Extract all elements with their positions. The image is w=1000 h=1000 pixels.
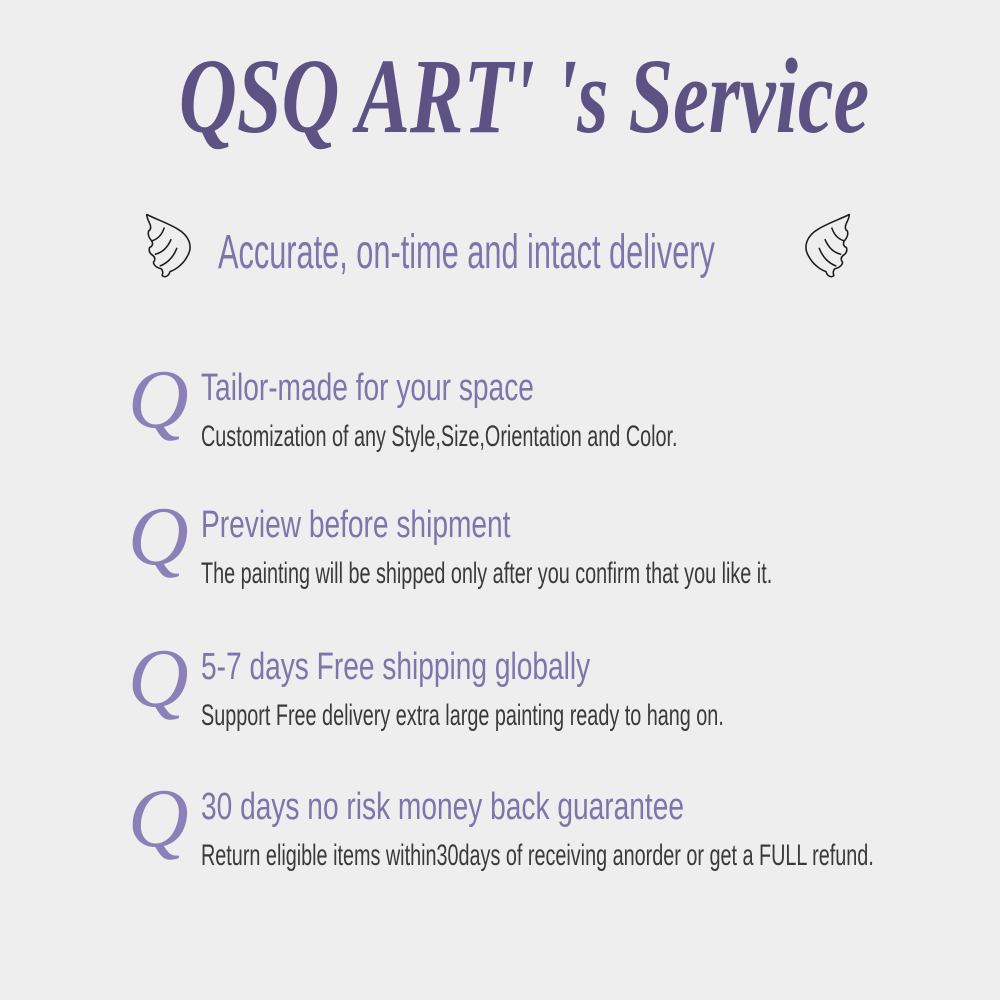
- wing-left-icon: [137, 211, 199, 280]
- service-item-free-shipping: [0, 632, 1000, 732]
- service-item-money-back: [0, 772, 1000, 872]
- service-heading: Tailor-made for your space: [201, 367, 534, 409]
- service-heading: 5-7 days Free shipping globally: [201, 646, 591, 688]
- service-item-tailor-made: [0, 353, 1000, 453]
- q-marker: Q: [128, 632, 189, 725]
- q-marker: Q: [128, 490, 189, 583]
- service-description: The painting will be shipped only after you confirm that you like it.: [201, 557, 773, 590]
- delivery-banner-text: Accurate, on-time and intact delivery: [218, 226, 715, 279]
- service-description: Return eligible items within30days of receiving anorder or get a FULL refund.: [201, 839, 874, 872]
- q-marker: Q: [128, 353, 189, 446]
- wing-right-icon: [797, 211, 859, 280]
- service-heading: 30 days no risk money back guarantee: [201, 786, 685, 828]
- q-marker: Q: [128, 772, 189, 865]
- service-heading: Preview before shipment: [201, 504, 511, 546]
- service-item-preview: [0, 490, 1000, 590]
- service-description: Customization of any Style,Size,Orientation and Color.: [201, 420, 678, 453]
- page-title: QSQ ART' 's Service: [178, 38, 870, 156]
- service-description: Support Free delivery extra large painting ready to hang on.: [201, 699, 724, 732]
